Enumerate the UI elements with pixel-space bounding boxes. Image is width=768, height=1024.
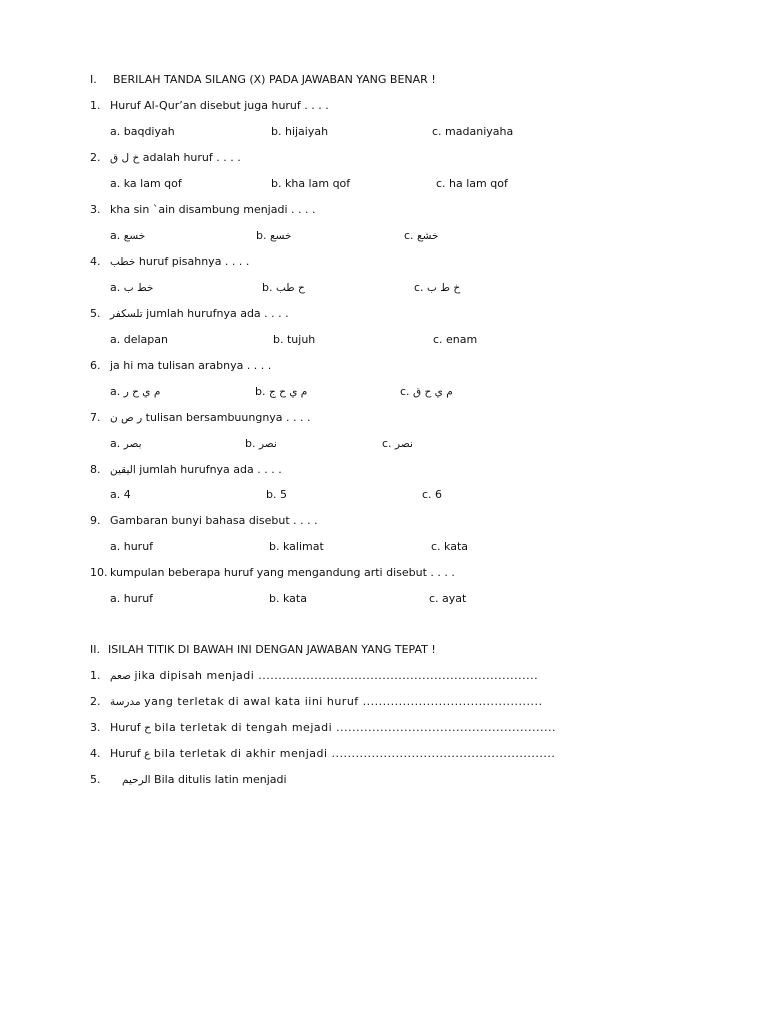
question-number: 5.: [90, 307, 101, 320]
question-7: [0, 411, 768, 427]
question-text: kumpulan beberapa huruf yang mengandung arti disebut . . . .: [110, 566, 455, 579]
option-a[interactable]: a. huruf: [110, 540, 154, 553]
option-b[interactable]: [245, 437, 277, 450]
arabic-word: خطب: [110, 256, 136, 268]
question-text: ja hi ma tulisan arabnya . . . .: [110, 359, 272, 372]
arabic-word: الرحيم: [122, 774, 151, 786]
option-arabic: ح طب: [275, 282, 305, 294]
arabic-letter: ع: [144, 748, 151, 760]
question-text: Huruf Al-Qur’an disebut juga huruf . . . .: [110, 99, 329, 112]
option-arabic: م ي ح ج: [268, 386, 308, 398]
option-b[interactable]: b. tujuh: [273, 333, 316, 346]
item-number: 3.: [90, 721, 101, 734]
option-arabic: نصر: [258, 438, 277, 450]
question-1: [0, 99, 768, 115]
arabic-letters: خ ل ق: [110, 152, 140, 164]
section2-title: ISILAH TITIK DI BAWAH INI DENGAN JAWABAN YANG TEPAT !: [108, 643, 436, 656]
option-letter: c.: [414, 281, 428, 294]
option-b[interactable]: b. kalimat: [269, 540, 324, 553]
section2-roman: II.: [90, 643, 100, 656]
question-9-options: [0, 540, 768, 556]
question-8: [0, 463, 768, 479]
question-5-options: [0, 333, 768, 349]
fill-item-3: [0, 721, 768, 737]
option-a[interactable]: a. delapan: [110, 333, 168, 346]
question-suffix: huruf pisahnya . . . .: [135, 255, 250, 268]
option-b[interactable]: [256, 229, 291, 242]
question-8-options: [0, 488, 768, 504]
question-5: [0, 307, 768, 323]
question-text: [110, 307, 289, 320]
option-letter: a.: [110, 281, 124, 294]
question-number: 2.: [90, 151, 101, 164]
option-c[interactable]: [382, 437, 413, 450]
option-c[interactable]: [404, 229, 439, 242]
item-prefix: Huruf: [110, 747, 145, 760]
option-letter: b.: [255, 385, 269, 398]
question-3-options: [0, 229, 768, 245]
option-a[interactable]: a. huruf: [110, 592, 154, 605]
option-arabic: بصر: [123, 438, 142, 450]
option-a[interactable]: a. ka lam qof: [110, 177, 182, 190]
item-text: [110, 695, 543, 708]
section1-heading: [0, 73, 768, 89]
option-c[interactable]: c. madaniyaha: [432, 125, 514, 138]
option-a[interactable]: a. baqdiyah: [110, 125, 175, 138]
question-suffix: adalah huruf . . . .: [139, 151, 241, 164]
question-4-options: [0, 281, 768, 297]
item-prefix: Huruf: [110, 721, 145, 734]
option-letter: c.: [382, 437, 396, 450]
section1-roman: I.: [90, 73, 97, 86]
question-text: [110, 255, 249, 268]
question-suffix: jumlah hurufnya ada . . . .: [135, 463, 282, 476]
section2-heading: [0, 643, 768, 659]
option-a[interactable]: [110, 281, 153, 294]
option-c[interactable]: c. ayat: [429, 592, 467, 605]
question-3: [0, 203, 768, 219]
option-b[interactable]: b. 5: [266, 488, 287, 501]
option-c[interactable]: c. kata: [431, 540, 469, 553]
question-suffix: jumlah hurufnya ada . . . .: [142, 307, 289, 320]
question-number: 7.: [90, 411, 101, 424]
item-text: [122, 773, 287, 786]
section1-title: BERILAH TANDA SILANG (X) PADA JAWABAN YANG BENAR !: [113, 73, 436, 86]
item-number: 2.: [90, 695, 101, 708]
item-text: [110, 747, 555, 760]
question-number: 8.: [90, 463, 101, 476]
fill-item-1: [0, 669, 768, 685]
arabic-word: مدرسة: [110, 696, 141, 708]
option-arabic: خط ب: [123, 282, 154, 294]
question-4: [0, 255, 768, 271]
option-letter: b.: [256, 229, 270, 242]
item-prompt[interactable]: Bila ditulis latin menjadi: [150, 773, 287, 786]
question-text: [110, 151, 241, 164]
fill-item-2: [0, 695, 768, 711]
option-arabic: خ ط ب: [427, 282, 461, 294]
arabic-word: تلسكفر: [110, 308, 143, 320]
question-9: [0, 514, 768, 530]
question-text: kha sin `ain disambung menjadi . . . .: [110, 203, 316, 216]
option-a[interactable]: [110, 437, 142, 450]
option-b[interactable]: b. hijaiyah: [271, 125, 329, 138]
option-b[interactable]: [262, 281, 305, 294]
item-prompt[interactable]: yang terletak di awal kata iini huruf .............................................: [140, 695, 543, 708]
option-arabic: خسع: [269, 230, 292, 242]
option-a[interactable]: a. 4: [110, 488, 131, 501]
item-text: [110, 669, 538, 682]
option-letter: b.: [262, 281, 276, 294]
question-suffix: tulisan bersambuungnya . . . .: [142, 411, 311, 424]
option-b[interactable]: [255, 385, 307, 398]
arabic-word: صعم: [110, 670, 131, 682]
option-letter: c.: [404, 229, 418, 242]
question-number: 1.: [90, 99, 101, 112]
option-arabic: م ي ح ر: [123, 386, 161, 398]
question-2: [0, 151, 768, 167]
item-prompt[interactable]: bila terletak di akhir menjadi ........................................................: [150, 747, 556, 760]
item-text: [110, 721, 556, 734]
question-text: [110, 411, 311, 424]
option-a[interactable]: [110, 385, 160, 398]
question-text: Gambaran bunyi bahasa disebut . . . .: [110, 514, 318, 527]
item-number: 5.: [90, 773, 101, 786]
option-c[interactable]: c. enam: [433, 333, 478, 346]
fill-item-4: [0, 747, 768, 763]
question-6: [0, 359, 768, 375]
item-number: 4.: [90, 747, 101, 760]
question-10-options: [0, 592, 768, 608]
arabic-word: اليقين: [110, 464, 136, 476]
option-arabic: خسع: [123, 230, 146, 242]
question-number: 9.: [90, 514, 101, 527]
question-6-options: [0, 385, 768, 401]
option-letter: c.: [400, 385, 414, 398]
question-7-options: [0, 437, 768, 453]
question-number: 10.: [90, 566, 108, 579]
option-a[interactable]: [110, 229, 145, 242]
item-number: 1.: [90, 669, 101, 682]
option-b[interactable]: b. kata: [269, 592, 307, 605]
arabic-letters: ر ص ن: [110, 412, 143, 424]
question-2-options: [0, 177, 768, 193]
arabic-letter: ح: [144, 722, 151, 734]
question-10: [0, 566, 768, 582]
option-letter: a.: [110, 385, 124, 398]
option-arabic: نصر: [395, 438, 413, 450]
question-number: 4.: [90, 255, 101, 268]
question-number: 6.: [90, 359, 101, 372]
option-letter: b.: [245, 437, 259, 450]
option-letter: a.: [110, 437, 124, 450]
option-arabic: خشع: [417, 230, 439, 242]
question-number: 3.: [90, 203, 101, 216]
item-prompt[interactable]: bila terletak di tengah mejadi .......................................................: [150, 721, 556, 734]
option-c[interactable]: [400, 385, 453, 398]
option-letter: a.: [110, 229, 124, 242]
question-text: [110, 463, 282, 476]
question-1-options: [0, 125, 768, 141]
fill-item-5: [0, 773, 768, 789]
option-c[interactable]: c. ha lam qof: [436, 177, 508, 190]
option-c[interactable]: c. 6: [422, 488, 443, 501]
option-arabic: م ي ح ق: [413, 386, 453, 398]
item-prompt[interactable]: jika dipisah menjadi ......................................................................: [130, 669, 539, 682]
option-b[interactable]: b. kha lam qof: [271, 177, 351, 190]
option-c[interactable]: [414, 281, 460, 294]
